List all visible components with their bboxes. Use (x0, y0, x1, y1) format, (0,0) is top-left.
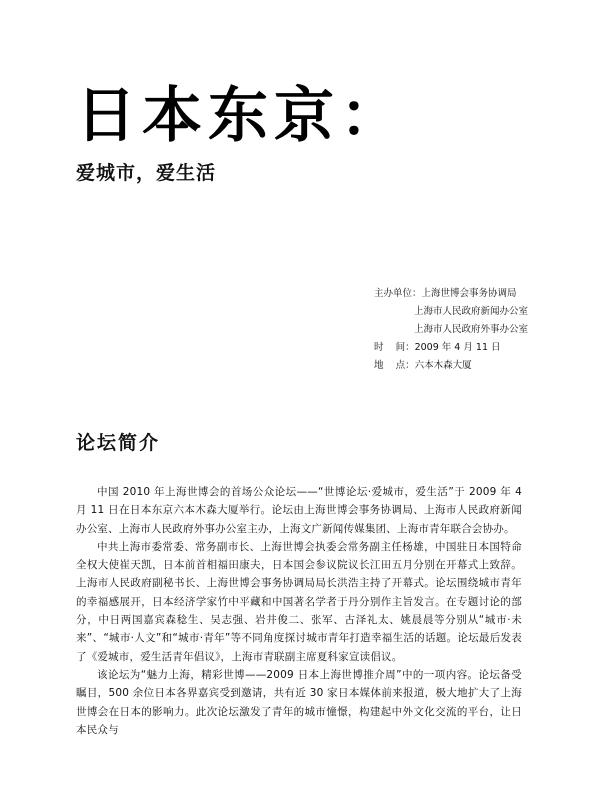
organizer-row-2 (374, 303, 528, 321)
organizer-1: 上海世博会事务协调局 (421, 288, 517, 299)
organizer-2: 上海市人民政府新闻办公室 (414, 306, 529, 317)
place-label: 地 点： (374, 360, 415, 371)
organizer-row-3 (374, 321, 528, 339)
time-row (374, 339, 528, 357)
paragraph-3: 该论坛为“魅力上海，精彩世博——2009 日本上海世博推介周”中的一项内容。论坛备受瞩目，500 余位日本各界嘉宾受到邀请，共有近 30 家日本媒体前来报道，极大地扩大了上海世博会在日本的影响力。此次论坛激发了青年的城市憧憬，构建起中外文化交流的平台，让日本民众与 (76, 668, 522, 736)
time-value: 2009 年 4 月 11 日 (414, 342, 501, 353)
time-label: 时 间： (374, 342, 415, 353)
place-row (374, 357, 528, 375)
paragraph-2: 中共上海市委常委、常务副市长、上海世博会执委会常务副主任杨雄，中国驻日本国特命全权大使崔天凯，日本前首相福田康夫，日本国会参议院议长江田五月分别在开幕式上致辞。上海市人民政府副秘书长、上海世博会事务协调局局长洪浩主持了开幕式。论坛围绕城市青年的幸福感展开，日本经济学家竹中平藏和中国著名学者于丹分别作主旨发言。在专题讨论的部分，中日两国嘉宾森稔生、吴志强、岩井俊二、张军、古泽礼太、姚晨晨等分别从“城市·未来”、“城市·人文”和“城市·青年”等不同角度探讨城市青年打造幸福生活的话题。论坛最后发表了《爱城市，爱生活青年倡议》，上海市青联副主席夏科家宣读倡议。 (76, 540, 522, 663)
paragraph-1: 中国 2010 年上海世博会的首场公众论坛——“世博论坛·爱城市，爱生活”于 2009 年 4 月 11 日在日本东京六本木森大厦举行。论坛由上海世博会事务协调局、上海市人民政府新闻办公室、上海市人民政府外事办公室主办，上海文广新闻传媒集团、上海市青年联合会协办。 (76, 486, 522, 535)
organizer-3: 上海市人民政府外事办公室 (414, 324, 529, 335)
organizer-row (374, 285, 528, 303)
place-value: 六本木森大厦 (414, 360, 472, 371)
page-title: 日本东京： (76, 81, 406, 151)
event-info (374, 285, 528, 375)
section-heading: 论坛简介 (76, 432, 161, 454)
page-subtitle: 爱城市，爱生活 (76, 162, 217, 184)
body-text (76, 483, 522, 739)
organizer-label: 主办单位： (374, 288, 422, 299)
